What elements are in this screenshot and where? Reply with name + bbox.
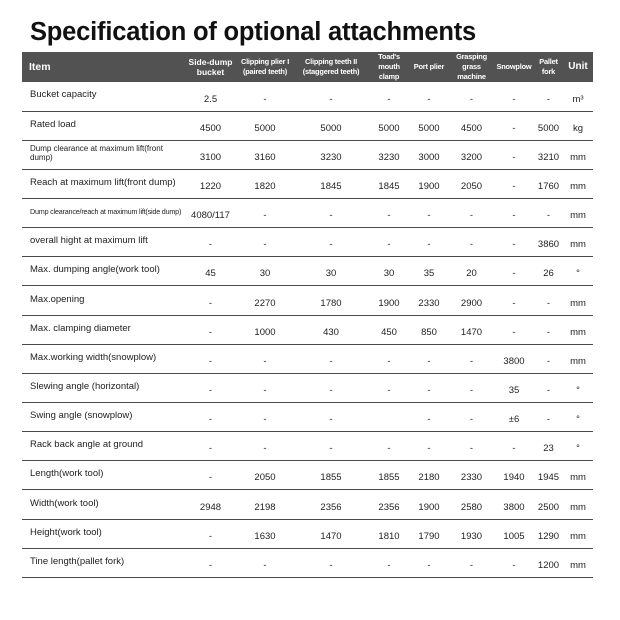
table-cell: - xyxy=(469,239,474,251)
table-cell: 30 xyxy=(325,268,337,280)
table-cell: - xyxy=(512,151,516,163)
table-cell: - xyxy=(546,297,551,309)
table-row xyxy=(22,519,593,548)
row-label: Tine length(pallet fork) xyxy=(30,555,125,567)
table-cell: 2948 xyxy=(199,501,222,513)
table-cell: 2.5 xyxy=(203,93,218,105)
table-cell: 1790 xyxy=(418,530,440,542)
row-label: Max.working width(snowplow) xyxy=(30,351,157,363)
table-cell: 1470 xyxy=(460,326,483,338)
table-cell: - xyxy=(427,385,431,397)
row-label: Reach at maximum lift(front dump) xyxy=(30,176,176,188)
table-cell: 1855 xyxy=(320,472,342,484)
table-cell: - xyxy=(329,443,333,455)
table-cell: - xyxy=(427,443,431,455)
row-label: Width(work tool) xyxy=(30,497,99,509)
header-grasping-grass-machine: Grasping grass machine xyxy=(456,52,487,81)
header-snowplow: Snowplow xyxy=(496,62,532,71)
unit-cell: kg xyxy=(572,122,584,134)
unit-cell: mm xyxy=(570,210,586,222)
table-cell: 23 xyxy=(543,443,554,455)
table-row xyxy=(22,111,593,140)
table-cell: - xyxy=(387,355,391,367)
table-cell: 3000 xyxy=(418,151,440,163)
table-cell: 30 xyxy=(259,268,271,280)
table-cell: - xyxy=(208,472,213,484)
table-cell: 5000 xyxy=(320,122,342,134)
table-cell: 20 xyxy=(466,268,477,280)
table-cell: 1005 xyxy=(503,530,525,542)
table-cell: 2198 xyxy=(254,501,276,513)
unit-cell: mm xyxy=(570,239,586,251)
header-unit: Unit xyxy=(568,61,588,72)
page-title: Specification of optional attachments xyxy=(30,18,476,46)
table-cell: - xyxy=(329,210,333,222)
table-cell: - xyxy=(208,530,213,542)
table-cell: - xyxy=(469,210,474,222)
table-cell: 1200 xyxy=(537,559,560,571)
table-cell: - xyxy=(469,93,474,105)
table-cell: - xyxy=(329,559,333,571)
table-cell: - xyxy=(208,385,213,397)
table-cell: - xyxy=(427,210,431,222)
unit-cell: mm xyxy=(570,181,586,193)
header-clipping-teeth-2: Clipping teeth II (staggered teeth) xyxy=(302,57,360,76)
unit-cell: mm xyxy=(570,326,586,338)
table-cell: - xyxy=(512,297,516,309)
unit-cell: mm xyxy=(570,530,586,542)
table-row xyxy=(22,199,593,228)
table-cell: 2330 xyxy=(460,472,483,484)
table-cell: - xyxy=(263,210,267,222)
unit-cell: mm xyxy=(570,297,586,309)
table-cell: 1000 xyxy=(254,326,276,338)
table-cell: - xyxy=(329,414,333,426)
table-cell: - xyxy=(208,355,213,367)
table-cell: - xyxy=(546,385,551,397)
table-cell: - xyxy=(469,559,474,571)
table-cell xyxy=(369,403,409,432)
table-cell: - xyxy=(512,239,516,251)
row-label: Dump clearance at maximum lift(front dump) xyxy=(30,144,163,163)
table-cell: - xyxy=(427,239,431,251)
table-cell: 3800 xyxy=(503,355,525,367)
table-cell: - xyxy=(387,559,391,571)
table-row xyxy=(22,228,593,257)
table-cell: 1945 xyxy=(537,472,560,484)
table-cell: 1845 xyxy=(320,181,342,193)
table-cell: - xyxy=(208,414,213,426)
table-cell: 26 xyxy=(543,268,554,280)
table-cell: 2270 xyxy=(254,297,276,309)
table-cell: - xyxy=(512,181,516,193)
table-cell: 1820 xyxy=(254,181,276,193)
table-cell: 1845 xyxy=(378,181,400,193)
unit-cell: mm xyxy=(570,559,586,571)
table-row xyxy=(22,169,593,198)
table-cell: 5000 xyxy=(537,122,560,134)
table-cell: 2500 xyxy=(537,501,560,513)
row-label: Height(work tool) xyxy=(30,526,102,538)
table-cell: - xyxy=(512,559,516,571)
table-cell: - xyxy=(263,385,267,397)
table-row xyxy=(22,548,593,577)
table-cell: ±6 xyxy=(508,414,520,426)
table-header-row xyxy=(22,52,593,82)
table-row xyxy=(22,286,593,315)
table-cell: - xyxy=(387,385,391,397)
table-cell: - xyxy=(427,355,431,367)
table-cell: - xyxy=(512,122,516,134)
table-cell: - xyxy=(427,93,431,105)
row-label: Slewing angle (horizontal) xyxy=(30,380,140,392)
header-side-dump-bucket: Side-dump bucket xyxy=(188,57,233,77)
table-cell: - xyxy=(387,239,391,251)
table-cell: - xyxy=(208,326,213,338)
table-cell: 5000 xyxy=(418,122,440,134)
unit-cell: ° xyxy=(576,385,580,397)
table-cell: - xyxy=(469,355,474,367)
table-cell: 4500 xyxy=(199,122,222,134)
table-cell: - xyxy=(512,210,516,222)
table-cell: 2330 xyxy=(418,297,440,309)
table-cell: - xyxy=(469,414,474,426)
table-cell: 1930 xyxy=(460,530,483,542)
table-cell: - xyxy=(329,355,333,367)
table-cell: 3860 xyxy=(537,239,560,251)
table-cell: 1900 xyxy=(418,181,440,193)
spec-table xyxy=(22,52,593,578)
table-cell: - xyxy=(387,443,391,455)
table-cell: - xyxy=(387,93,391,105)
row-label: Max. clamping diameter xyxy=(30,322,131,334)
table-cell: - xyxy=(263,443,267,455)
table-cell: 1760 xyxy=(537,181,560,193)
table-cell: 35 xyxy=(508,385,520,397)
table-cell: - xyxy=(329,385,333,397)
table-cell: - xyxy=(263,559,267,571)
table-cell: 1855 xyxy=(378,472,400,484)
table-cell: - xyxy=(469,443,474,455)
table-row xyxy=(22,344,593,373)
table-cell: - xyxy=(263,355,267,367)
table-cell: 30 xyxy=(383,268,395,280)
table-cell: 2050 xyxy=(254,472,276,484)
table-cell: 1900 xyxy=(418,501,440,513)
table-cell: 3230 xyxy=(320,151,342,163)
table-cell: - xyxy=(546,210,551,222)
table-cell: - xyxy=(512,443,516,455)
table-cell: 3100 xyxy=(199,151,222,163)
table-cell: 850 xyxy=(421,326,437,338)
table-row xyxy=(22,461,593,490)
table-cell: 2356 xyxy=(378,501,400,513)
unit-cell: mm xyxy=(570,501,586,513)
table-row xyxy=(22,257,593,286)
table-row xyxy=(22,373,593,402)
table-row xyxy=(22,82,593,111)
table-cell: - xyxy=(208,297,213,309)
unit-cell: ° xyxy=(576,414,580,426)
header-item: Item xyxy=(29,61,51,73)
table-cell: - xyxy=(546,326,551,338)
table-cell: - xyxy=(427,559,431,571)
header-port-plier: Port plier xyxy=(413,62,445,71)
unit-cell: mm xyxy=(570,355,586,367)
table-row xyxy=(22,315,593,344)
table-cell: 3210 xyxy=(537,151,560,163)
table-cell: 1810 xyxy=(378,530,400,542)
table-cell: 4080/117 xyxy=(191,210,230,222)
table-cell: 450 xyxy=(381,326,397,338)
unit-cell: m³ xyxy=(572,93,584,105)
table-cell: 2900 xyxy=(460,297,483,309)
table-cell: 1220 xyxy=(199,181,222,193)
table-cell: - xyxy=(208,559,213,571)
table-row xyxy=(22,490,593,519)
table-cell: - xyxy=(329,93,333,105)
table-cell: 2580 xyxy=(460,501,483,513)
table-cell: 2180 xyxy=(418,472,440,484)
table-cell: 4500 xyxy=(460,122,483,134)
table-cell: - xyxy=(263,414,267,426)
table-cell: 430 xyxy=(323,326,339,338)
header-pallet-fork: Pallet fork xyxy=(539,57,558,76)
row-label: Rack back angle at ground xyxy=(30,439,144,451)
table-row xyxy=(22,140,593,169)
table-cell: - xyxy=(263,93,267,105)
unit-cell: mm xyxy=(570,472,586,484)
row-label: Length(work tool) xyxy=(30,468,104,480)
table-cell: 3800 xyxy=(503,501,525,513)
table-cell: 1780 xyxy=(320,297,342,309)
row-label: Max.opening xyxy=(30,293,85,305)
table-cell: - xyxy=(469,385,474,397)
table-cell: 1900 xyxy=(378,297,400,309)
table-cell: 35 xyxy=(423,268,435,280)
table-cell: 1940 xyxy=(503,472,525,484)
unit-cell: mm xyxy=(570,151,586,163)
row-label: Bucket capacity xyxy=(30,89,97,101)
table-cell: - xyxy=(427,414,431,426)
table-cell: 2050 xyxy=(460,181,483,193)
table-cell: - xyxy=(263,239,267,251)
table-cell: - xyxy=(512,93,516,105)
table-cell: - xyxy=(512,326,516,338)
table-cell: - xyxy=(387,210,391,222)
unit-cell: ° xyxy=(576,443,580,455)
table-cell: - xyxy=(208,443,213,455)
header-clipping-plier-1: Clipping plier I (paired teeth) xyxy=(240,57,290,76)
table-cell: 2356 xyxy=(320,501,342,513)
table-cell: 1470 xyxy=(320,530,342,542)
header-toads-mouth-clamp: Toad's mouth clamp xyxy=(378,52,400,81)
table-row xyxy=(22,403,593,432)
table-cell: 45 xyxy=(205,268,216,280)
row-label: Dump clearance/reach at maximum lift(side dump) xyxy=(30,207,182,217)
table-cell: - xyxy=(512,268,516,280)
table-cell: - xyxy=(546,414,551,426)
table-cell: 5000 xyxy=(254,122,276,134)
unit-cell: ° xyxy=(576,268,580,280)
table-cell: 1630 xyxy=(254,530,276,542)
table-cell: 3230 xyxy=(378,151,400,163)
table-row xyxy=(22,432,593,461)
row-label: Rated load xyxy=(30,118,76,130)
table-cell: - xyxy=(208,239,213,251)
table-cell: 3200 xyxy=(460,151,483,163)
row-label: overall hight at maximum lift xyxy=(30,235,148,247)
row-label: Max. dumping angle(work tool) xyxy=(30,264,160,276)
table-cell: 1290 xyxy=(537,530,560,542)
table-cell: - xyxy=(329,239,333,251)
table-cell: 3160 xyxy=(254,151,276,163)
table-cell: 5000 xyxy=(378,122,400,134)
table-cell: - xyxy=(546,355,551,367)
table-cell: - xyxy=(546,93,551,105)
row-label: Swing angle (snowplow) xyxy=(30,410,133,422)
